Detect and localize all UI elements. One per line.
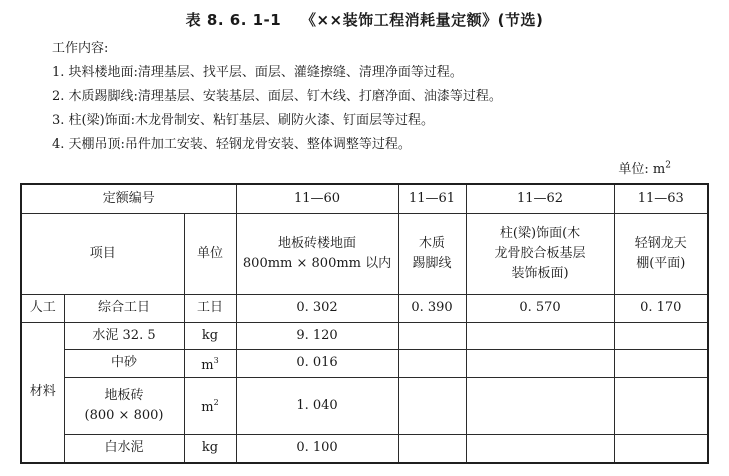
unit-sup: 3 (213, 355, 219, 365)
category-cell: 材料 (21, 322, 64, 463)
resource-unit-cell: 工日 (184, 294, 236, 322)
quota-code-cell: 11—62 (466, 184, 614, 213)
unit-note-sup: 2 (665, 160, 671, 171)
quota-table (20, 183, 709, 464)
empty-cell (614, 349, 708, 377)
empty-cell (466, 377, 614, 434)
table-title: 《××装饰工程消耗量定额》(节选) (300, 11, 544, 29)
resource-unit-cell: kg (184, 322, 236, 349)
project-line: 踢脚线 (412, 255, 452, 271)
table-row (21, 349, 708, 377)
work-item: 3. 柱(梁)饰面:木龙骨制安、粘钉基层、刷防火漆、钉面层等过程。 (52, 113, 435, 128)
category-cell: 人工 (21, 294, 64, 322)
work-item: 1. 块料楼地面:清理基层、找平层、面层、灌缝擦缝、清理净面等过程。 (52, 65, 463, 80)
project-line: 装饰板面) (511, 265, 569, 281)
resource-unit-cell (184, 377, 236, 434)
table-row (21, 377, 708, 434)
unit-text: m (201, 357, 214, 373)
value-cell: 0. 302 (236, 294, 398, 322)
table-row (21, 322, 708, 349)
empty-cell (466, 434, 614, 463)
project-cell (466, 213, 614, 294)
empty-cell (398, 322, 466, 349)
resource-name-cell: 中砂 (64, 349, 184, 377)
quota-code-cell: 11—61 (398, 184, 466, 213)
work-item: 2. 木质踢脚线:清理基层、安装基层、面层、钉木线、打磨净面、油漆等过程。 (52, 89, 502, 104)
work-item: 4. 天棚吊顶:吊件加工安装、轻钢龙骨安装、整体调整等过程。 (52, 137, 411, 152)
project-line: 轻钢龙天 (634, 235, 687, 251)
empty-cell (466, 322, 614, 349)
empty-cell (614, 434, 708, 463)
unit-text: m (201, 400, 214, 415)
project-line: 木质 (419, 235, 446, 251)
value-cell: 9. 120 (236, 322, 398, 349)
project-cell (236, 213, 398, 294)
project-line: 800mm × 800mm 以内 (242, 255, 392, 271)
item-label-cell: 项目 (21, 213, 184, 294)
value-cell: 0. 570 (466, 294, 614, 322)
quota-code-cell: 11—60 (236, 184, 398, 213)
resource-name-cell: 白水泥 (64, 434, 184, 463)
project-line: 地板砖楼地面 (278, 235, 357, 251)
table-row (21, 294, 708, 322)
value-cell: 1. 040 (236, 377, 398, 434)
resource-name-cell: 综合工日 (64, 294, 184, 322)
resource-name-line: (800 × 800) (84, 407, 164, 423)
unit-label-cell: 单位 (184, 213, 236, 294)
quota-code-cell: 11—63 (614, 184, 708, 213)
value-cell: 0. 170 (614, 294, 708, 322)
project-cell (398, 213, 466, 294)
empty-cell (398, 377, 466, 434)
table-row (21, 434, 708, 463)
document-title (0, 9, 729, 30)
unit-note-text: 单位: m (618, 162, 666, 177)
work-content (52, 37, 502, 157)
resource-unit-cell (184, 349, 236, 377)
empty-cell (466, 349, 614, 377)
project-line: 棚(平面) (636, 255, 686, 271)
resource-name-line: 地板砖 (104, 387, 144, 403)
project-line: 龙骨胶合板基层 (494, 245, 586, 261)
empty-cell (398, 349, 466, 377)
value-cell: 0. 016 (236, 349, 398, 377)
resource-unit-cell: kg (184, 434, 236, 463)
unit-note (618, 158, 671, 177)
unit-sup: 2 (213, 398, 219, 407)
project-cell (614, 213, 708, 294)
table-row (21, 184, 708, 213)
value-cell: 0. 100 (236, 434, 398, 463)
value-cell: 0. 390 (398, 294, 466, 322)
quota-label-cell: 定额编号 (21, 184, 236, 213)
empty-cell (614, 322, 708, 349)
resource-name-cell: 水泥 32. 5 (64, 322, 184, 349)
resource-name-cell (64, 377, 184, 434)
table-number: 表 8. 6. 1-1 (185, 11, 282, 29)
project-line: 柱(梁)饰面(木 (499, 225, 581, 241)
table-row (21, 213, 708, 294)
work-content-heading: 工作内容: (52, 41, 109, 56)
empty-cell (398, 434, 466, 463)
empty-cell (614, 377, 708, 434)
